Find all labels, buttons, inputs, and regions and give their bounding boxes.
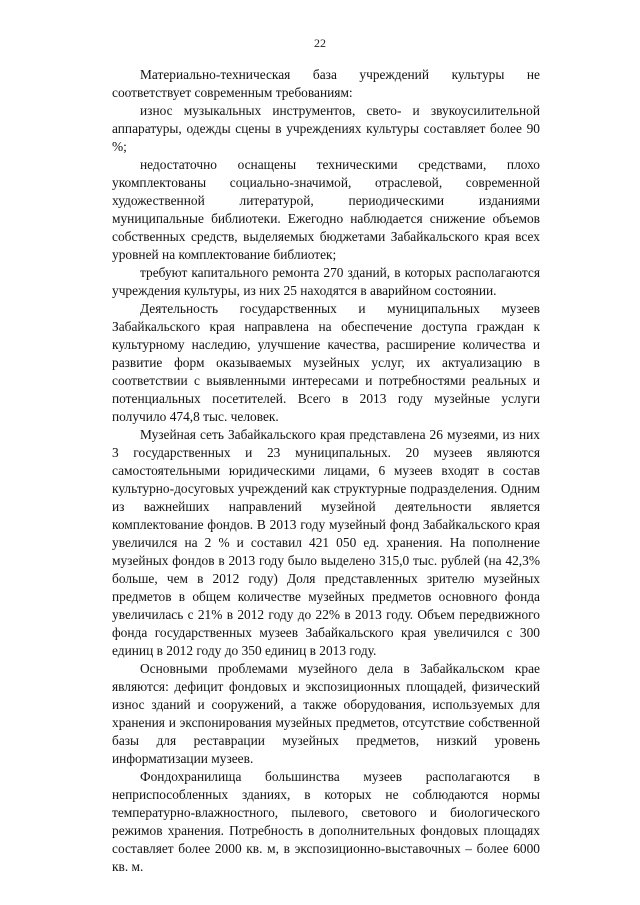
- paragraph-museums-activity: Деятельность государственных и муниципальных музеев Забайкальского края направлена на обеспечение доступа граждан к культурному наследию, улучшение качества, расширение количества и развитие форм оказываемых музейных услуг, их актуализацию в соответствии с выявленными интересами и потребностями реальных и потенциальных посетителей. Всего в 2013 году музейные услуги получило 474,8 тыс. человек.: [112, 301, 540, 424]
- paragraph-storage-facilities: Фондохранилища большинства музеев располагаются в неприспособленных зданиях, в которых не соблюдаются нормы температурно-влажностного, пылевого, светового и биологического режимов хранения. Потребность в дополнительных фондовых площадях составляет более 2000 кв. м, в экспозиционно-выставочных – более 6000 кв. м.: [112, 769, 540, 874]
- page-number: 22: [314, 36, 326, 50]
- paragraph-libraries-equipment: недостаточно оснащены техническими средствами, плохо укомплектованы социально-значимой, отраслевой, современной художественной литературой, периодическими изданиями муниципальные библиотеки. Ежегодно наблюдается снижение объемов собственных средств, выделяемых бюджетами Забайкальского края всех уровней на комплектование библиотек;: [112, 157, 540, 262]
- paragraph-museum-network: Музейная сеть Забайкальского края представлена 26 музеями, из них 3 государственных и 23 муниципальных. 20 музеев являются самостоятельными юридическими лицами, 6 музеев входят в состав культурно-досуговых учреждений как структурные подразделения. Одним из важнейших направлений музейной деятельности является комплектование фондов. В 2013 году музейный фонд Забайкальского края увеличился на 2 % и составил 421 050 ед. хранения. На пополнение музейных фондов в 2013 году было выделено 315,0 тыс. рублей (на 42,3% больше, чем в 2012 году) Доля представленных зрителю музейных предметов в общем количестве музейных предметов основного фонда увеличилась с 21% в 2012 году до 22% в 2013 году. Объем передвижного фонда государственных музеев Забайкальского края увеличился с 300 единиц в 2012 году до 350 единиц в 2013 году.: [112, 427, 540, 658]
- document-body: [112, 66, 540, 876]
- paragraph-instruments-wear: износ музыкальных инструментов, свето- и звукоусилительной аппаратуры, одежды сцены в учреждениях культуры составляет более 90 %;: [112, 103, 540, 154]
- paragraph-museum-problems: Основными проблемами музейного дела в Забайкальском крае являются: дефицит фондовых и экспозиционных площадей, физический износ зданий и сооружений, а также оборудования, используемых для хранения и экспонирования музейных предметов, отсутствие собственной базы для реставрации музейных предметов, низкий уровень информатизации музеев.: [112, 661, 540, 766]
- paragraph-buildings-repair: требуют капитального ремонта 270 зданий, в которых располагаются учреждения культуры, из них 25 находятся в аварийном состоянии.: [112, 265, 540, 298]
- paragraph-material-base: Материально-техническая база учреждений культуры не соответствует современным требованиям:: [112, 67, 540, 100]
